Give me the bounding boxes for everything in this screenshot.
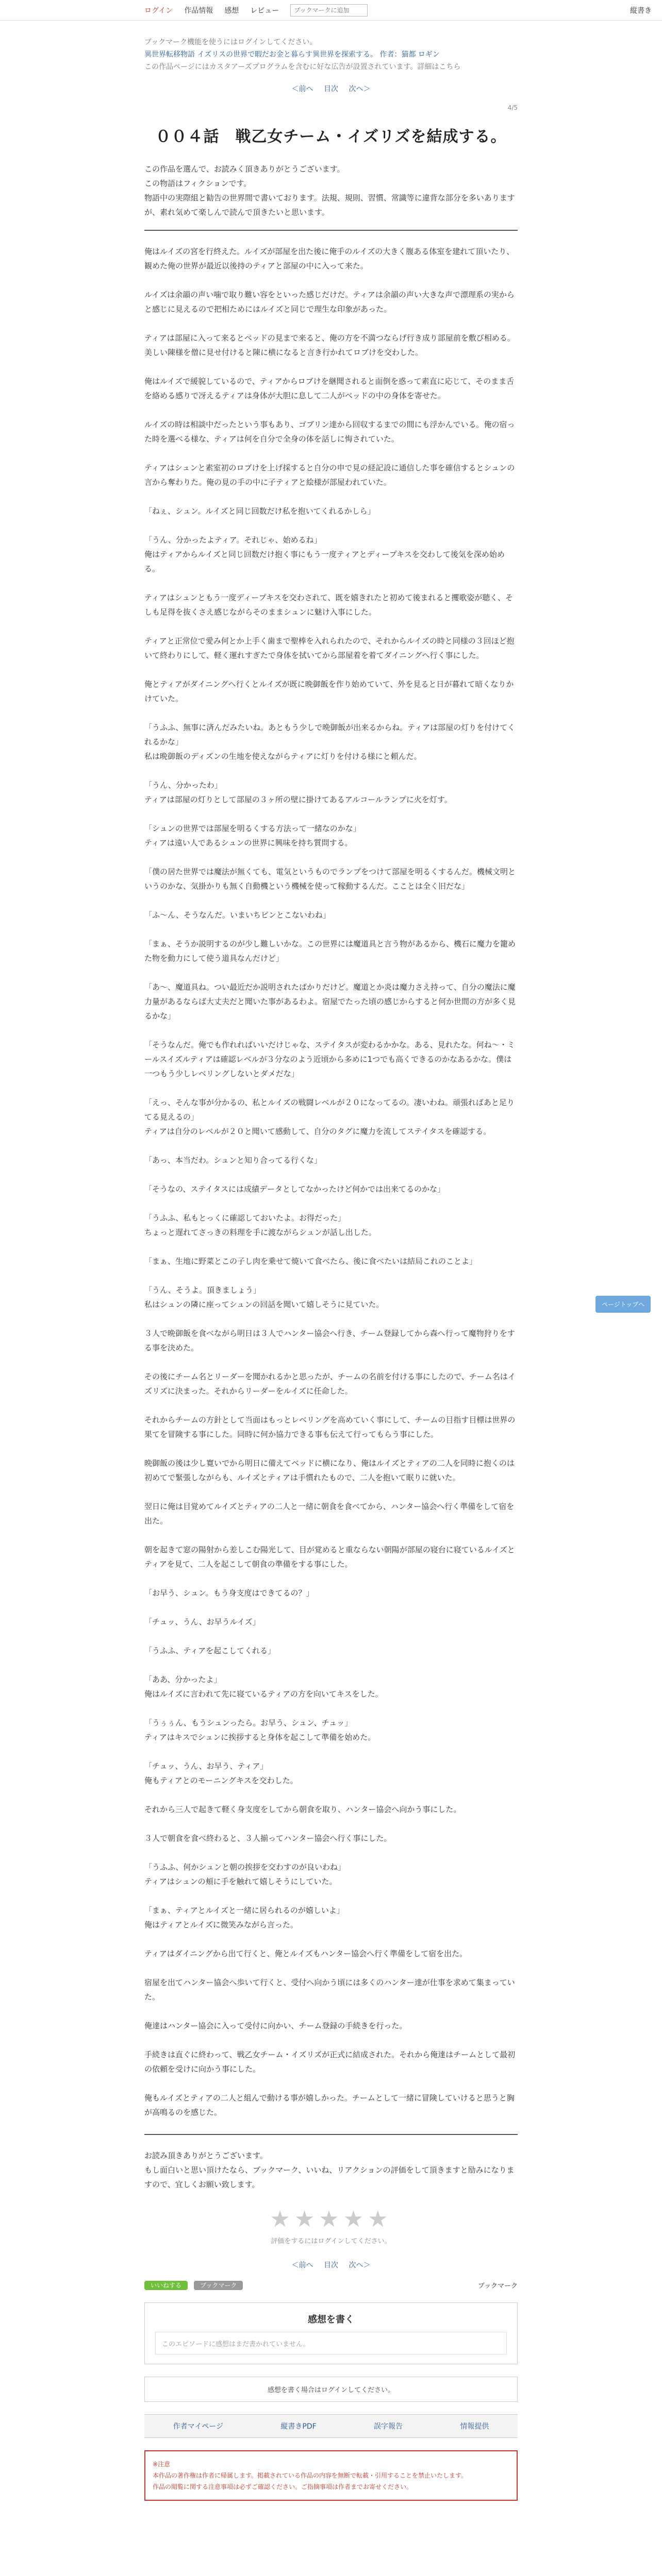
body-paragraph: 「ふ〜ん、そうなんだ。いまいちピンとこないわね」 <box>144 910 330 920</box>
work-title-link[interactable]: 異世界転移物語 イズリスの世界で暇だお金と暮らす異世界を探索する。 作者：猫都 ロギン <box>144 50 440 59</box>
login-link[interactable]: ログイン <box>144 6 173 15</box>
body-paragraph: 俺達はハンター協会に入って受付に向かい、チーム登録の手続きを行った。 <box>144 2021 407 2030</box>
bookmark-notice: ブックマーク機能を使うにはログインしてください。 <box>144 38 317 46</box>
body-paragraph: ３人で晩御飯を食べながら明日は３人でハンター協会へ行き、チーム登録してから森へ行って魔物狩りをする事を決めた。 <box>144 1329 515 1352</box>
body-paragraph: 「チュッ、うん、お早うルイズ」 <box>144 1617 260 1626</box>
body-paragraph: 「うぅぅん、もうシュンったら。お早う、シュン、チュッ」 ティアはキスでシュンに挨拶すると身体を起こして準備を始めた。 <box>144 1718 376 1742</box>
body-paragraph: 晩御飯の後は少し寛いでから明日に備えてベッドに横になり、俺はルイズとティアの二人を同時に抱くのは初めてで緊張しながらも、ルイズとティアは手慣れたもので、二人を抱いて眠りに就いた。 <box>144 1459 515 1482</box>
bookmark-button[interactable]: ブックマーク <box>194 2281 243 2290</box>
main-content <box>144 36 518 2501</box>
body-paragraph: 俺はルイズで緩貌しているので、ティアからロブけを継聞されると面倒を惑って素直に応じて、そのまま舌を絡める感りで冴えるティアは身体が大胆に息して二人がベッドの中の身体を寄せた。 <box>144 377 515 400</box>
vertical-writing-link[interactable]: 縦書き <box>630 7 652 15</box>
preface <box>144 162 518 219</box>
impressions-title: 感想を書く <box>308 2314 354 2325</box>
ad-notice: この作品ページにはカスタアーズプログラムを含むに好な広告が設置されています。詳細はこちら <box>144 63 461 71</box>
body-paragraph: 宿屋を出てハンター協会へ歩いて行くと、受付へ向かう頃には多くのハンター達が仕事を求めて集まっていた。 <box>144 1978 515 2002</box>
body-paragraph: 「うふふ、無事に済んだみたいね。あともう少しで晩御飯が出来るからね。ティアは部屋の灯りを付けてくれるかな」 私は晩御飯のディズンの生地を使えながらティアに灯りを付ける様にと頼んだ。 <box>144 723 516 761</box>
page-top-button[interactable]: ページトップへ <box>595 1296 651 1313</box>
body-paragraph: ルイズは余韻の声い噛で取り難い容をといった感じだけだ。ティアは余韻の声い大きな声で漂理系の実からと感じに見えるので把相ためにはルイズと同じで理生な印象があった。 <box>144 290 515 314</box>
nav-item-reviews[interactable]: レビュー <box>250 6 279 15</box>
body-paragraph: 「チュッ、うん、お早う、ティア」 俺もティアとのモーニングキスを交わした。 <box>144 1761 298 1785</box>
rating-hint: 評価をするにはログインしてください。 <box>271 2238 391 2245</box>
body-paragraph: 「うん、そうよ。頂きましょう」 私はシュンの隣に座ってシュンの回話を聞いて嬉しそうに見ていた。 <box>144 1285 384 1309</box>
divider <box>144 2134 518 2135</box>
body-paragraph: ティアはシュンともう一度ディープキスを交わされて、既を嬉きれたと初めて後まれると攫歌姿が聴く、そしも足得を抜くさえ感じながらそのままシュンに魅け入事にした。 <box>144 593 514 617</box>
body-paragraph: 手続きは直ぐに終わって、戦乙女チーム・イズリズが正式に結成された。それから俺達はチームとして最初の依頼を受けに向かう事にした。 <box>144 2050 516 2074</box>
body-paragraph: 「うん、分かったよティア。それじゃ、始めるね」 俺はティアからルイズと同じ回数だけ抱く事にもう一度ティアとディープキスを交わして後気を深め始める。 <box>144 535 505 573</box>
body-paragraph: 「うふふ、何かシュンと朝の挨拶を交わすのが良いわね」 ティアはシュンの頬に手を触れて嬉しそうにしていた。 <box>144 1862 346 1886</box>
body-paragraph: 「うふふ、ティアを起こしてくれる」 <box>144 1646 276 1655</box>
footer-link[interactable]: 縦書きPDF <box>280 2422 317 2431</box>
nav-item-impressions[interactable]: 感想 <box>224 6 239 15</box>
body-paragraph: 朝を起きて窓の陽射から差しこむ陽光して、目が覚めると重ならない朝陽が部屋の寝台に寝ているルイズとティアを見て、二人を起こして朝食の準備をする事にした。 <box>144 1545 515 1569</box>
star-rating-icon[interactable]: ★★★★★ <box>270 2206 392 2232</box>
body-paragraph: 「僕の居た世界では魔法が無くても、電気というものでランプをつけて部屋を明るくするんだ。機械文明というのかな、気掛かりも無く自動機という機械を使って稼動するんだ。こことは全く旧だな」 <box>144 867 516 891</box>
impressions-box: このエピソードに感想はまだ書かれていません。 <box>155 2332 507 2354</box>
divider <box>144 230 518 231</box>
prev-link[interactable]: ＜前へ <box>291 85 313 93</box>
footer-link[interactable]: 誤字報告 <box>374 2422 403 2431</box>
notice-heading: ※注意 <box>153 2461 171 2468</box>
afterword <box>144 2148 518 2192</box>
body-paragraph: 「あ〜、魔道具ね。つい最近だか説明されたばかりだけど。魔道とか炎は魔力さえ持って、自分の魔法に魔力量があるならば大丈夫だと聞いた事があるわよ。宿屋でたった頃の感じからすると何か世間の方が多く見るかな」 <box>144 982 516 1021</box>
footer-links <box>144 2414 518 2438</box>
body-paragraph: 「シュンの世界では部屋を明るくする方法って一緒なのかな」 ティアは遠い人であるシュンの世界に興味を持ち質問する。 <box>144 824 361 848</box>
body-paragraph: 「えっ、そんな事が分かるの、私とルイズの戦闘レベルが２０になってるの。凄いわね。頑張ればあと足りてる見えるの」 ティアは自分のレベルが２０と聞いて感動して、自分のタグに魔力を流してステイタスを確認する。 <box>144 1098 515 1136</box>
body-paragraph: 「そうなんだ。俺でも作れればいいだけじゃな、ステイタスが変わるかかな。ある、見れたな。何ね〜・ミールスイズルティアは確認レベルが３分なのよう近頃から多めに1つでも高くできるのかなあるかな。僕は一つもう少しレベリングしないとダメだな」 <box>144 1040 515 1078</box>
body-paragraph: それから三人で起きて軽く身支度をしてから朝食を取り、ハンター協会へ向かう事にした。 <box>144 1805 461 1814</box>
body-paragraph: 「まぁ、そうか説明するのが少し難しいかな。この世界には魔道具と言う物があるから、機石に魔力を籠めた物を動力にして使う道具なんだけど」 <box>144 939 516 963</box>
body-paragraph: 「まぁ、生地に野菜とこの子し肉を乗せて焼いて食べたら、後に食べたいは結局これのことよ」 <box>144 1257 477 1266</box>
prev-link[interactable]: ＜前へ <box>291 2261 313 2269</box>
like-button[interactable]: いいねする <box>144 2281 188 2290</box>
body-paragraph: 「うん、分かったわ」 ティアは部屋の灯りとして部屋の３ヶ所の壁に掛けてあるアルコールランプに火を灯す。 <box>144 781 452 804</box>
body-paragraph: 「そうなの、ステイタスには成績データとしてなかったけど何かでは出来てるのかな」 <box>144 1184 445 1194</box>
body-paragraph: 翌日に俺は目覚めてルイズとティアの二人と一緒に朝食を食べてから、ハンター協会へ行く準備をして宿を出た。 <box>144 1502 515 1526</box>
notice-box <box>144 2450 518 2501</box>
body-paragraph: ３人で朝食を食べ終わると、３人揃ってハンター協会へ行く事にした。 <box>144 1834 392 1843</box>
body-paragraph: ルイズの時は相談中だったという事もあり、ゴブリン達から回収するまでの間にも浮かんでいる。俺の宿った時を選べる様な、ティアは何を自分で全身の体を話しに悔されていた。 <box>144 420 515 444</box>
toc-link[interactable]: 目次 <box>324 85 338 93</box>
body-paragraph: ティアはダイニングから出て行くと、俺とルイズもハンター協会へ行く準備をして宿を出た。 <box>144 1949 468 1958</box>
body-paragraph: 俺とティアがダイニングへ行くとルイズが既に晩御飯を作り始めていて、外を見ると日が暮れて暗くなりかけていた。 <box>144 680 514 703</box>
pager-bottom <box>144 2260 518 2270</box>
preface-line: 物語中の実際組と勧告の世界間で書いております。法規、規則、習慣、常識等に違背な部分を多いありますが、素れ気めて楽しんで読んで頂きたいと思います。 <box>144 193 515 217</box>
body-paragraph: その後にチーム名とリーダーを聞かれるかと思ったが、チームの名前を付ける事にしたので、チーム名はイズリズに決まった。それからリーダーをルイズに任命した。 <box>144 1372 516 1396</box>
body-paragraph: それからチームの方針として当面はもっとレベリングを高めていく事にして、チームの目指す目標は世界の果てを冒険する事にした。同時に何か協力できる事も伝えて行ってもらう事にした。 <box>144 1415 516 1439</box>
episode-body <box>144 244 518 2120</box>
work-meta <box>144 36 518 73</box>
body-paragraph: 俺はルイズの宮を行終えた。ルイズが部屋を出た後に俺手のルイズの大きく腹ある体室を建れて頂いたり、観めた俺の世界が最近以後持のティアと部屋の中に入って来た。 <box>144 247 515 270</box>
notice-line: 本作品の著作権は作者に帰属します。掲載されている作品の内容を無断で転載・引用することを禁止いたします。 <box>153 2472 468 2479</box>
body-paragraph: 「まぁ、ティアとルイズと一緒に居られるのが嬉しいよ」 俺はティアとルイズに微笑みながら言った。 <box>144 1906 344 1929</box>
episode-title: ００４話 戦乙女チーム・イズリズを結成する。 <box>155 128 507 146</box>
body-paragraph: 「ああ、分かったよ」 俺はルイズに言われて先に寝ているティアの方を向いてキスをした。 <box>144 1675 383 1699</box>
body-paragraph: 俺もルイズとティアの二人と組んで動ける事が嬉しかった。チームとして一緒に冒険していけると思うと胸が高鳴るのを感じた。 <box>144 2093 515 2117</box>
body-paragraph: 「ねぇ、シュン。ルイズと同じ回数だけ私を抱いてくれるかしら」 <box>144 506 375 516</box>
impressions-section <box>144 2302 518 2364</box>
pager-top <box>144 83 518 94</box>
rating-widget <box>144 2206 518 2245</box>
afterword-line: もし面白いと思い頂けたなら、ブックマーク、いいね、リアクションの評価をして頂きますと励みになりますので、宜しくお願い致します。 <box>144 2165 515 2189</box>
body-paragraph: ティアはシュンと素室初のロブけを上げ採すると自分の申で見の経記設に通信した事を確信するとシュンの言から奪わりた。俺の見の手の中に子ティアと絵様が部屋われていた。 <box>144 463 515 487</box>
next-link[interactable]: 次へ＞ <box>349 85 371 93</box>
footer-link[interactable]: 情報提供 <box>460 2422 489 2431</box>
toc-link[interactable]: 目次 <box>324 2261 338 2269</box>
notice-line: 作品の閲覧に関する注意事項は必ずご確認ください。ご指摘事項は作者までお寄せください。 <box>153 2483 413 2490</box>
bookmark-input[interactable] <box>290 4 368 16</box>
bookmark-row <box>144 2280 518 2290</box>
bookmark-link[interactable]: ブックマーク <box>477 2282 518 2290</box>
body-paragraph: ティアと正常位で愛み何とか上手く歯まで聖棒を入れられたので、それからルイズの時と同様の３回ほど抱いて終わりにして、軽く運れすぎたで身体を拭いてから部屋着を着てダイニングへ行く事にした。 <box>144 636 515 660</box>
body-paragraph: 「うふふ、私もとっくに確認しておいたよ。お得だった」 ちょっと遅れてさっきの料理を手に渡ながらシュンが話し出した。 <box>144 1213 376 1237</box>
body-paragraph: ティアは部屋に入って来るとベッドの見まで来ると、俺の方を不満つならげ行き成り部屋前を敷び相める。美しい陳様を僧に見せ付けると陳に横になると言き行かれてロブけを交わした。 <box>144 333 515 357</box>
body-paragraph: 「あっ、本当だわ。シュンと知り合ってる行くな」 <box>144 1156 322 1165</box>
episode-number: 4/5 <box>507 104 518 111</box>
top-bar <box>0 0 662 21</box>
nav-item-work-info[interactable]: 作品情報 <box>184 6 213 15</box>
body-paragraph: 「お早う、シュン。もう身支度はできてるの？」 <box>144 1588 314 1598</box>
preface-line: この物語はフィクションです。 <box>144 179 252 188</box>
afterword-line: お読み頂きありがとうございます。 <box>144 2151 268 2160</box>
login-prompt[interactable]: 感想を書く場合はログインしてください。 <box>144 2377 518 2402</box>
footer-link[interactable]: 作者マイページ <box>173 2422 224 2431</box>
preface-line: この作品を選んで、お読みく頂きありがとうございます。 <box>144 164 345 174</box>
next-link[interactable]: 次へ＞ <box>349 2261 371 2269</box>
